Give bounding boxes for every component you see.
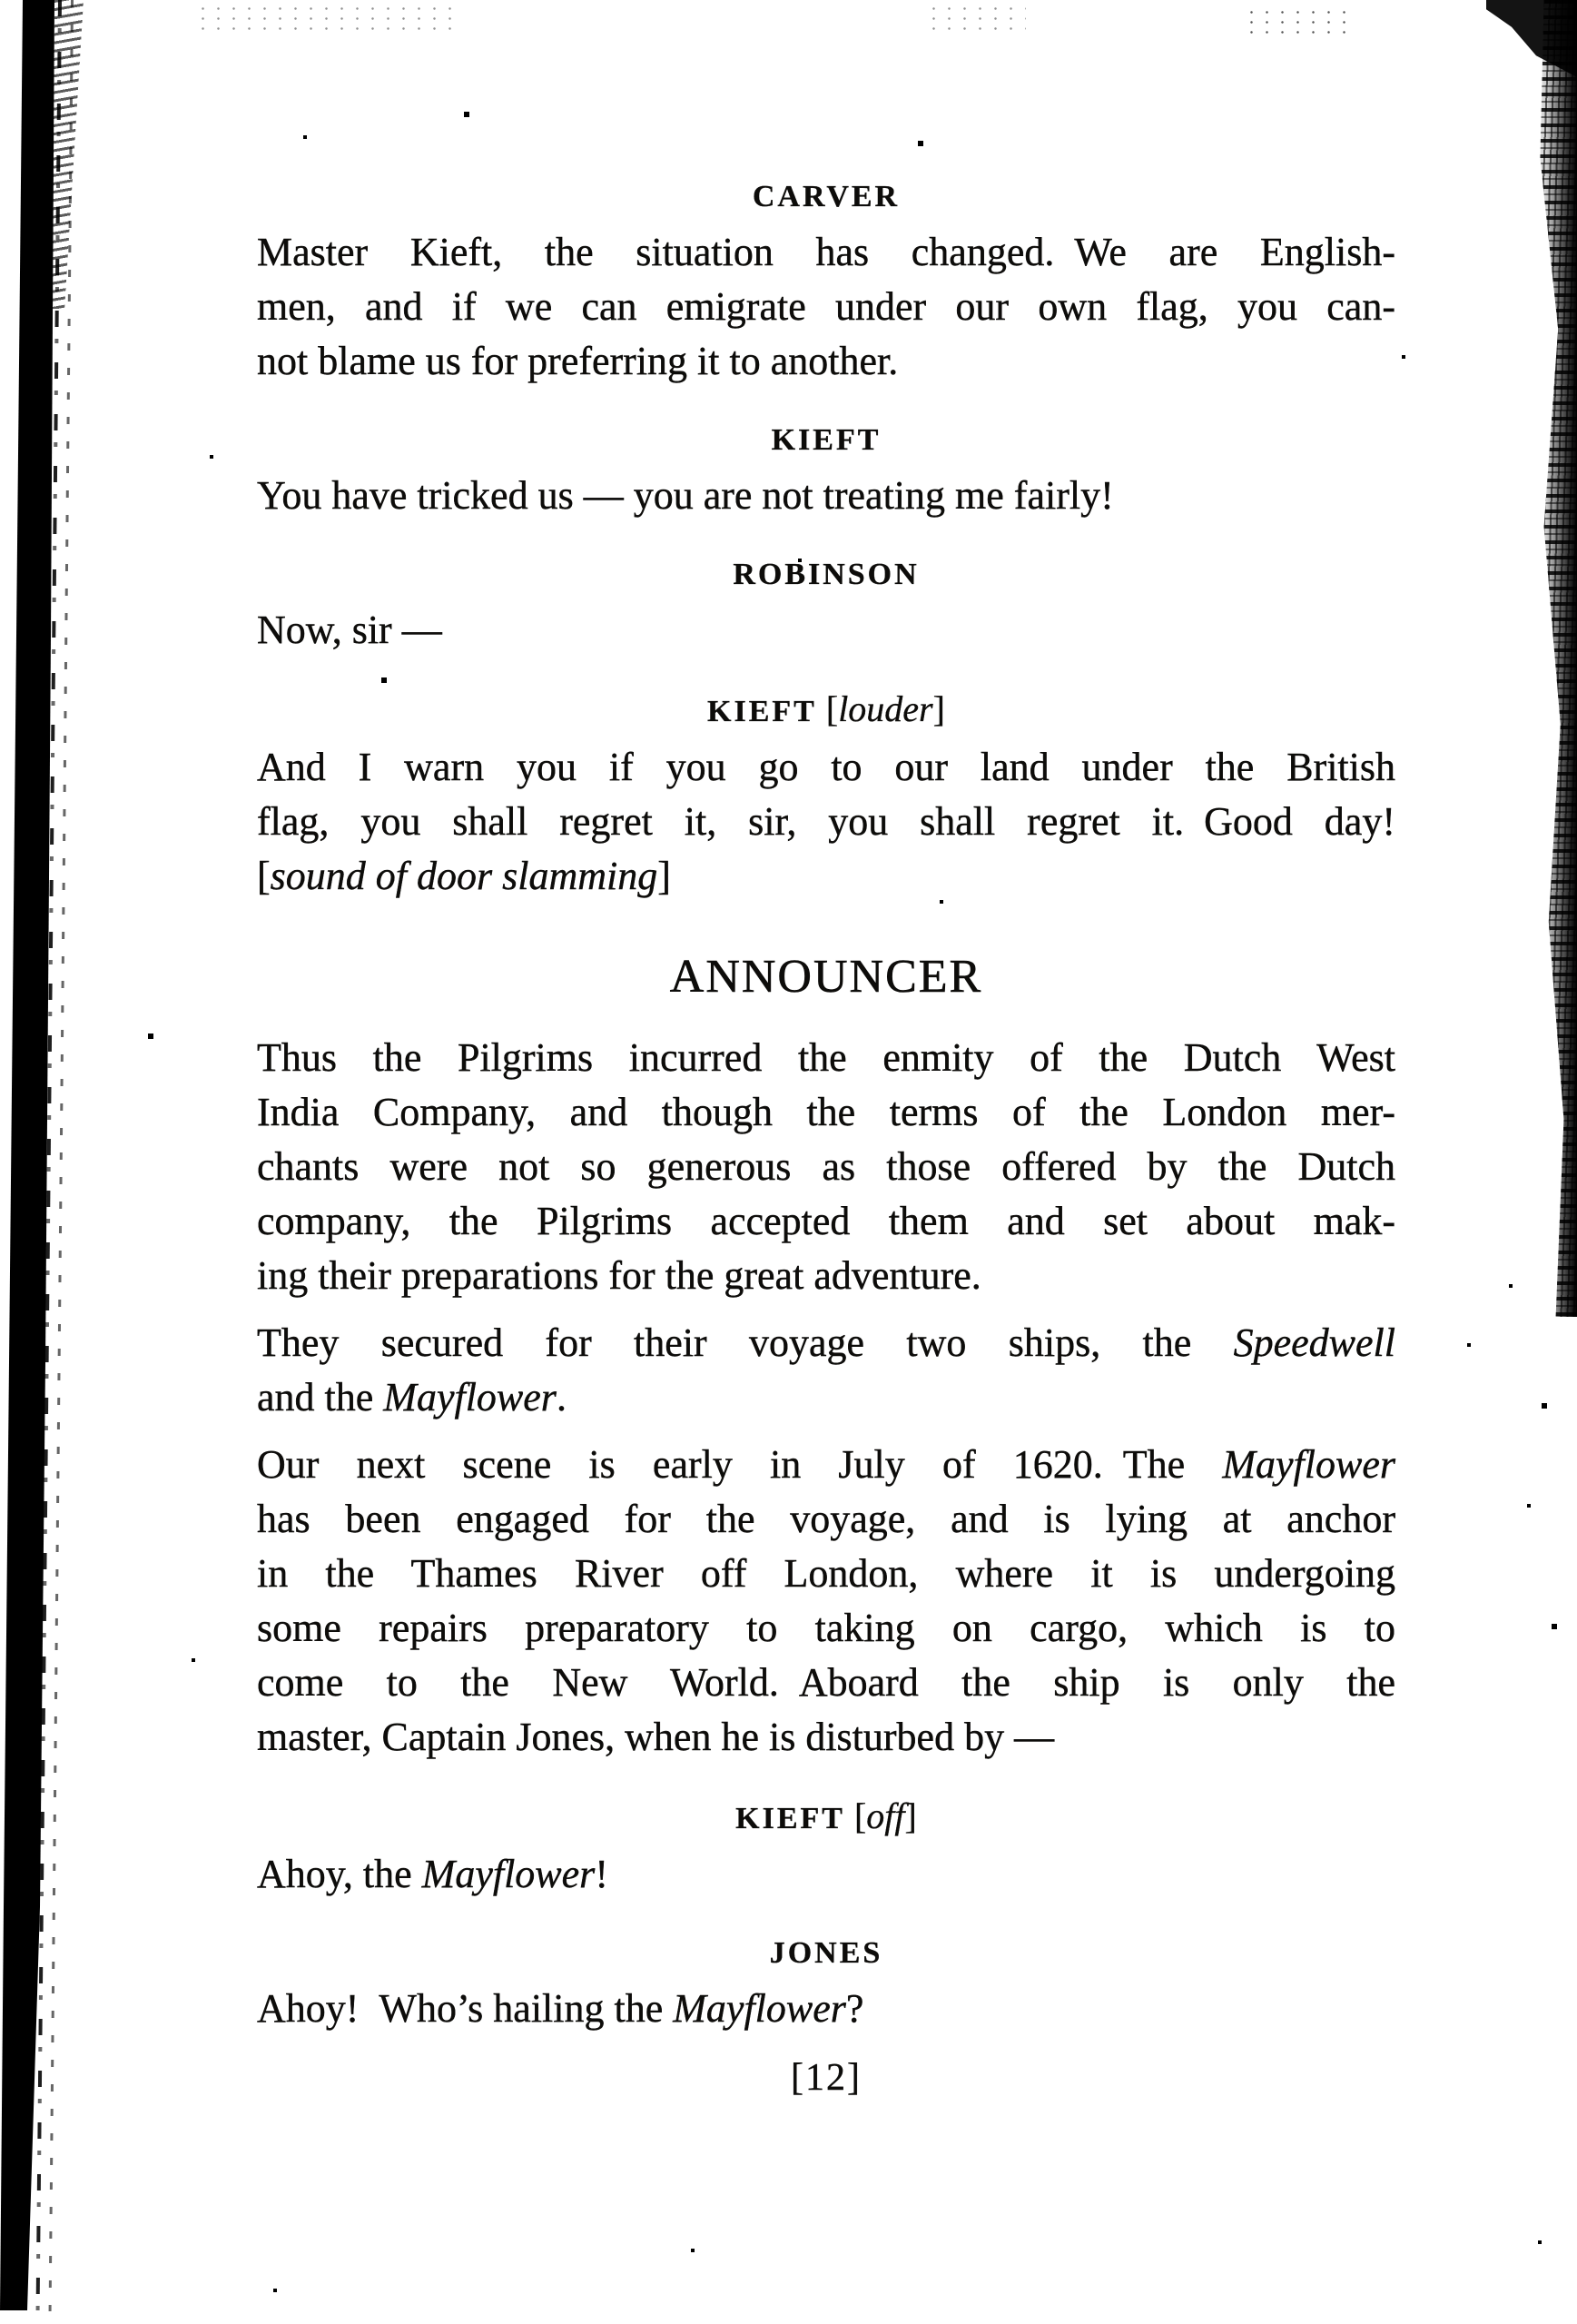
text-line [257,1085,1395,1140]
text-segment: India Company, and though the terms of the London mer- [257,1090,1395,1134]
text-segment: chants were not so generous as those offered by the Dutch [257,1144,1395,1189]
text-line [257,1492,1395,1547]
speaker-name: KIEFT [735,1802,845,1835]
speaker-heading-robinson [257,558,1395,592]
speaker-name: ROBINSON [733,558,920,591]
stage-direction-text: louder [838,688,933,729]
text-line [257,225,1395,280]
italic-text: Speedwell [1233,1320,1395,1365]
italic-text: Mayflower [383,1375,557,1419]
speaker-name: JONES [769,1936,883,1970]
speaker-heading-jones [257,1936,1395,1971]
text-line [257,603,1395,658]
text-segment: not blame us for preferring it to another. [257,339,899,383]
stage-direction: [off] [844,1795,917,1836]
text-line [257,1031,1395,1085]
speaker-heading-kieft [257,1795,1395,1836]
text-segment: Ahoy! Who’s hailing the [257,1986,674,2031]
paragraph [257,1982,1395,2036]
text-segment: Master Kieft, the situation has changed. We are English- [257,230,1395,274]
stage-direction-text: off [866,1795,905,1836]
stage-direction: [louder] [816,688,945,729]
text-segment: . [556,1375,567,1419]
text-line [257,1249,1395,1303]
text-line [257,1194,1395,1249]
text-line [257,1656,1395,1710]
page-number: [12] [791,2057,862,2099]
text-segment: Thus the Pilgrims incurred the enmity of the Dutch West [257,1035,1395,1080]
text-line [257,280,1395,334]
text-segment: ? [845,1986,864,2031]
text-segment: Ahoy, the [257,1852,422,1896]
text-segment: [ [257,854,271,898]
speaker-name: CARVER [752,180,901,213]
text-line [257,1710,1395,1765]
text-segment: master, Captain Jones, when he is disturbed by — [257,1715,1055,1759]
paragraph [257,1316,1395,1425]
speaker-heading-kieft [257,688,1395,729]
speaker-heading-kieft [257,423,1395,458]
text-segment: and the [257,1375,384,1419]
text-segment: flag, you shall regret it, sir, you shall regret it. Good day! [257,799,1395,844]
gutter-speckle-line [36,0,62,2311]
paragraph [257,603,1395,658]
page-edge-noise [1530,0,1577,1317]
text-segment: some repairs preparatory to taking on cargo, which is to [257,1606,1395,1650]
text-segment: in the Thames River off London, where it is undergoing [257,1551,1395,1596]
scan-speckle-strip [926,4,1026,35]
text-segment: ] [657,854,671,898]
text-line [257,469,1395,523]
paragraph [257,1847,1395,1902]
text-segment: has been engaged for the voyage, and is lying at anchor [257,1497,1395,1541]
text-segment: You have tricked us — you are not treating me fairly! [257,473,1114,518]
text-segment: company, the Pilgrims accepted them and set about mak- [257,1199,1395,1243]
gutter-speckles [0,0,109,2324]
paragraph [257,225,1395,389]
paragraph [257,1031,1395,1303]
italic-text: sound of door slamming [270,854,658,898]
speaker-heading-carver [257,180,1395,214]
text-line [257,1140,1395,1194]
text-segment: Our next scene is early in July of 1620. The [257,1442,1223,1487]
italic-text: Mayflower [1222,1442,1395,1487]
text-segment: come to the New World. Aboard the ship is only the [257,1660,1395,1705]
text-block [257,180,1395,2101]
text-line [257,334,1395,389]
text-segment: And I warn you if you go to our land under the British [257,745,1395,789]
text-line [257,1847,1395,1902]
scan-speckle-strip [1244,7,1353,38]
scan-stray-dots [0,0,2,2]
text-segment: ing their preparations for the great adventure. [257,1253,981,1298]
text-line [257,1601,1395,1656]
text-line [257,795,1395,849]
text-segment: Now, sir — [257,608,442,652]
text-line [257,1316,1395,1370]
gutter-speckle-line [49,0,74,2311]
italic-text: Mayflower [673,1986,846,2031]
speaker-heading-announcer [257,951,1395,1004]
speaker-name: KIEFT [707,695,817,728]
text-segment: ! [595,1852,608,1896]
paragraph [257,740,1395,904]
text-line [257,740,1395,795]
text-segment: They secured for their voyage two ships, the [257,1320,1234,1365]
italic-text: Mayflower [421,1852,596,1896]
scan-speckle-strip [195,4,458,35]
paragraph [257,469,1395,523]
text-line [257,1982,1395,2036]
paragraph [257,1438,1395,1765]
speaker-name: KIEFT [771,423,882,457]
speaker-name: ANNOUNCER [669,951,983,1003]
text-line [257,1547,1395,1601]
text-line [257,1438,1395,1492]
script-blocks [257,180,1395,2036]
text-line [257,849,1395,904]
text-line [257,1370,1395,1425]
text-segment: men, and if we can emigrate under our own flag, you can- [257,284,1395,329]
